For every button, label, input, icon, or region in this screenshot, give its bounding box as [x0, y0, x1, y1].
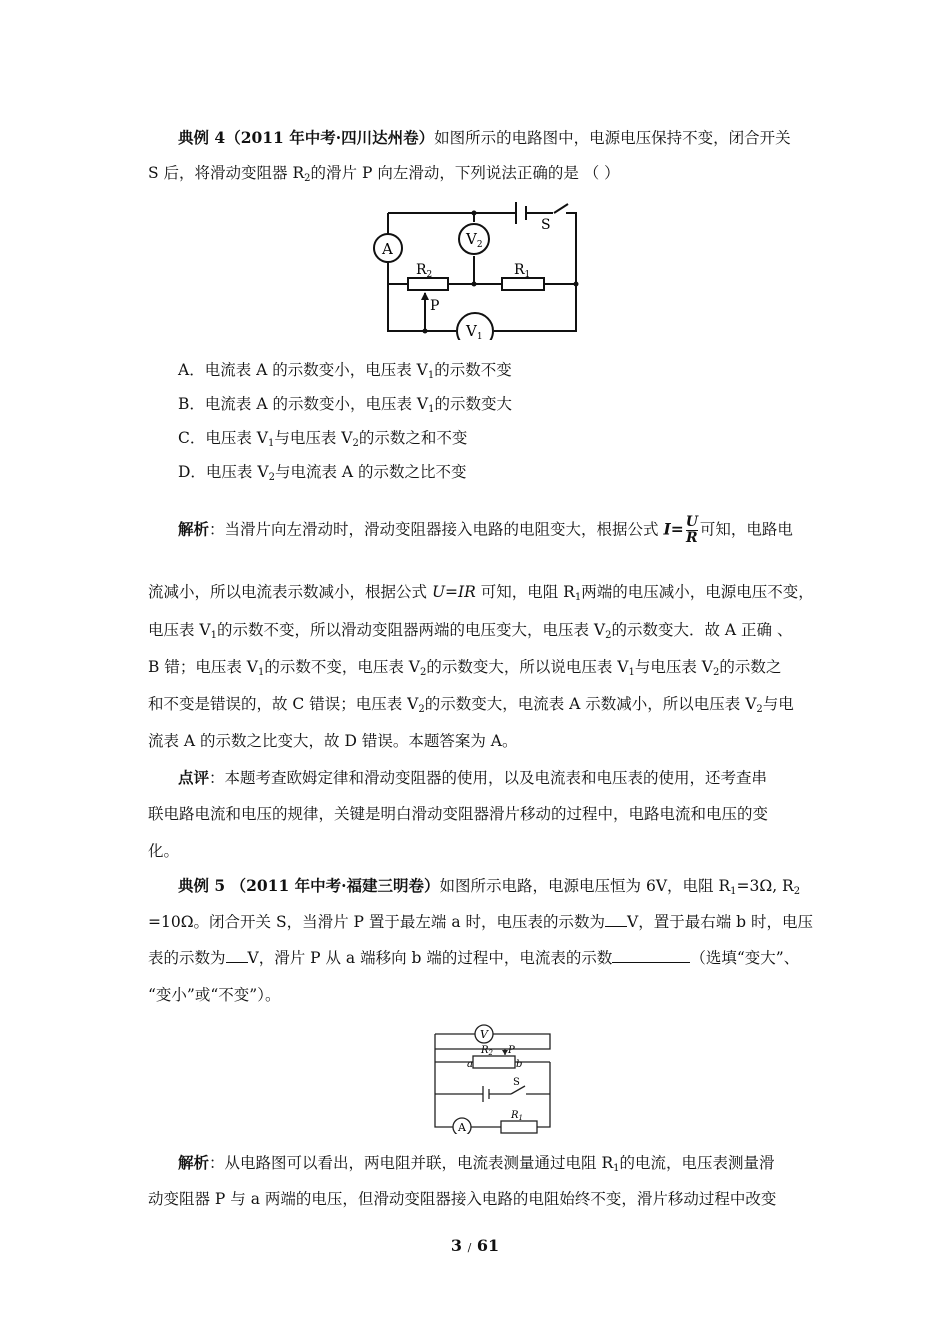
option-a: A．电流表 A 的示数变小，电压表 $V_1$的示数不变 — [178, 361, 512, 381]
formula-fraction: $\frac{U}{R}$ — [685, 514, 698, 546]
analysis4-line3: 电压表 $V_1$的示数不变，所以滑动变阻器两端的电压变大，电压表 $V_2$的示数变大．故 A 正确 、 — [148, 621, 793, 641]
analysis5-line1: 解析：从电路图可以看出，两电阻并联，电流表测量通过电阻 $R_1$的电流，电压表测量滑 — [178, 1153, 775, 1174]
ammeter-label-2: A — [458, 1121, 466, 1134]
terminal-a-label: a — [467, 1059, 473, 1070]
analysis4-line1: 解析：当滑片向左滑动时，滑动变阻器接入电路的电阻变大，根据公式 I= $\frac{U}{R}$ 可知，电路电 — [178, 514, 793, 546]
switch-s-label-2: S — [513, 1077, 520, 1088]
analysis4-line4: B 错；电压表 $V_1$的示数不变，电压表 $V_2$的示数变大，所以说电压表 $V_1$与电压表 $V_2$的示数之 — [148, 658, 782, 678]
example5-line4: “变小”或“不变”）。 — [148, 986, 281, 1004]
analysis5-line2: 动变阻器 P 与 a 两端的电压，但滑动变阻器接入电路的电阻始终不变，滑片移动过程中改变 — [148, 1190, 777, 1208]
circuit-diagram-1 — [368, 196, 588, 340]
answer-blank-2[interactable] — [226, 948, 248, 963]
slider-p-label-2: P — [508, 1045, 515, 1056]
example5-line2: =10Ω。闭合开关 S，当滑片 P 置于最左端 a 时，电压表的示数为 V，置于最右端 b 时，电压 — [148, 913, 813, 931]
switch-s-label: S — [541, 217, 551, 233]
terminal-b-label: b — [516, 1059, 523, 1070]
voltmeter-label: V — [480, 1028, 488, 1041]
review4-line3: 化。 — [148, 842, 180, 860]
voltmeter-v1-label: $V_1$ — [466, 322, 483, 340]
option-d: D．电压表 $V_2$与电流表 A 的示数之比不变 — [178, 463, 467, 483]
example5-line1: 典例 5 （2011 年中考·福建三明卷）如图所示电路，电源电压恒为 6V，电阻 $R_1=3\Omega$, $R_2$ — [178, 876, 801, 897]
resistor-r2-label-2: $R_2$ — [481, 1045, 493, 1057]
slider-p-label: P — [430, 298, 440, 314]
example-source: （2011 年中考·四川达州卷） — [225, 128, 435, 147]
analysis4-line5: 和不变是错误的，故 C 错误；电压表 $V_2$的示数变大，电流表 A 示数减小，所以电压表 $V_2$与电 — [148, 695, 794, 715]
option-b: B．电流表 A 的示数变小，电压表 $V_1$的示数变大 — [178, 395, 512, 415]
circuit-diagram-2 — [425, 1022, 560, 1134]
review4-line2: 联电路电流和电压的规律，关键是明白滑动变阻器滑片移动的过程中，电路电流和电压的变 — [148, 805, 769, 823]
example-label: 典例 4 — [178, 128, 226, 147]
ammeter-label: A — [382, 240, 393, 258]
page-number: 3 / 61 — [450, 1236, 500, 1255]
resistor-r1-label-2: $R_1$ — [511, 1110, 523, 1122]
example5-line3: 表的示数为 V，滑片 P 从 a 端移向 b 端的过程中，电流表的示数 （选填“变大”、 — [148, 949, 800, 967]
option-c: C．电压表 $V_1$与电压表 $V_2$的示数之和不变 — [178, 429, 468, 449]
example4-question-line2: S 后，将滑动变阻器 $R_2$的滑片 P 向左滑动，下列说法正确的是 （ ） — [148, 164, 620, 184]
review4-line1: 点评：本题考查欧姆定律和滑动变阻器的使用，以及电流表和电压表的使用，还考查串 — [178, 768, 768, 787]
analysis4-line6: 流表 A 的示数之比变大，故 D 错误。本题答案为 A。 — [148, 732, 518, 750]
example4-question-line1: 典例 4（2011 年中考·四川达州卷）如图所示的电路图中，电源电压保持不变，闭合开关 — [178, 128, 791, 147]
resistor-r1-label: $R_1$ — [514, 262, 531, 280]
voltmeter-v2-label: $V_2$ — [466, 230, 483, 250]
answer-blank-1[interactable] — [605, 912, 627, 927]
resistor-r2-label: $R_2$ — [416, 262, 433, 280]
answer-blank-3[interactable] — [612, 948, 690, 963]
analysis4-line2: 流减小，所以电流表示数减小，根据公式 U=IR 可知，电阻 $R_1$两端的电压减小，电源电压不变， — [148, 583, 814, 603]
